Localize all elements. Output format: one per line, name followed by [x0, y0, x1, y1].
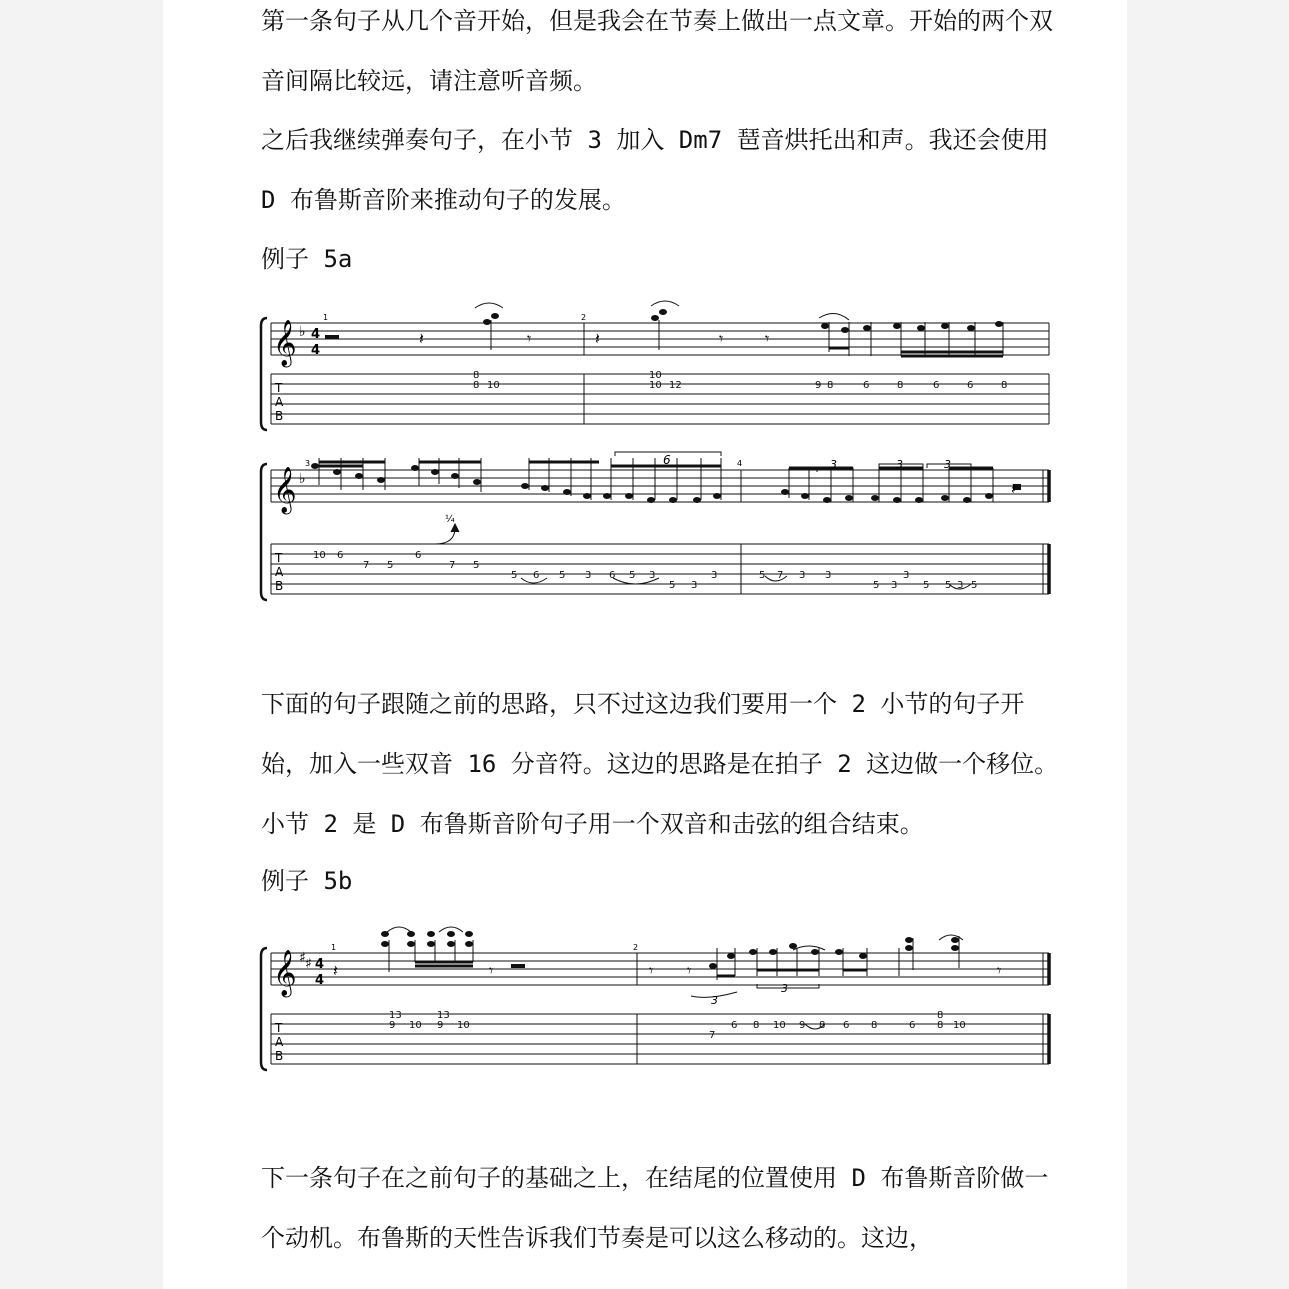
svg-text:6: 6 — [337, 550, 344, 561]
svg-text:𝄽: 𝄽 — [333, 961, 338, 980]
svg-text:5: 5 — [945, 580, 952, 591]
tab-letter-t: T — [275, 1021, 283, 1035]
svg-text:9: 9 — [799, 1020, 806, 1031]
tab-letter-b: B — [275, 1049, 284, 1063]
svg-text:13: 13 — [389, 1010, 402, 1021]
svg-text:5: 5 — [559, 570, 566, 581]
svg-text:3: 3 — [649, 570, 656, 581]
tuplet-number: 6 — [663, 453, 671, 467]
svg-text:𝄾: 𝄾 — [489, 961, 494, 980]
svg-text:10: 10 — [457, 1020, 470, 1031]
svg-text:♭: ♭ — [299, 324, 306, 340]
svg-text:8: 8 — [827, 380, 834, 391]
svg-text:8: 8 — [753, 1020, 760, 1031]
svg-text:𝄽: 𝄽 — [1011, 479, 1016, 498]
tab-letter-t: T — [275, 381, 283, 395]
svg-text:5: 5 — [473, 560, 480, 571]
svg-text:5: 5 — [629, 570, 636, 581]
svg-text:𝄾: 𝄾 — [997, 961, 1002, 980]
svg-text:6: 6 — [533, 570, 540, 581]
svg-text:𝄾: 𝄾 — [719, 329, 724, 348]
treble-clef-icon: 𝄞 — [273, 950, 297, 996]
svg-text:5: 5 — [387, 560, 394, 571]
time-signature-top: 4 — [311, 327, 321, 342]
svg-text:7: 7 — [777, 570, 784, 581]
document-page — [163, 0, 1127, 1289]
paragraph-1: 第一条句子从几个音开始，但是我会在节奏上做出一点文章。开始的两个双音间隔比较远，请注意听音频。 — [261, 7, 1053, 95]
svg-text:3: 3 — [957, 580, 964, 591]
svg-text:12: 12 — [669, 380, 682, 391]
time-signature-bottom: 4 — [315, 973, 325, 988]
svg-text:6: 6 — [909, 1020, 916, 1031]
svg-text:8: 8 — [937, 1020, 944, 1031]
svg-text:𝄽: 𝄽 — [595, 329, 600, 348]
time-signature-top: 4 — [315, 957, 325, 972]
svg-text:9: 9 — [389, 1020, 396, 1031]
bar-number: 2 — [633, 943, 639, 952]
paragraph-3: 下面的句子跟随之前的思路，只不过这边我们要用一个 2 小节的句子开始，加入一些双音 16 分音符。这边的思路是在拍子 2 这边做一个移位。小节 2 是 D 布鲁斯音阶句子用一个双音和击弦的组合结束。 — [261, 690, 1059, 838]
svg-text:𝄾: 𝄾 — [649, 961, 654, 980]
tab-letter-b: B — [275, 579, 284, 593]
svg-text:6: 6 — [843, 1020, 850, 1031]
svg-text:8: 8 — [819, 1020, 826, 1031]
svg-text:3: 3 — [691, 580, 698, 591]
svg-text:7: 7 — [449, 560, 456, 571]
svg-text:3: 3 — [903, 570, 910, 581]
tuplet-number: 3 — [896, 458, 903, 471]
svg-text:10: 10 — [409, 1020, 422, 1031]
svg-text:3: 3 — [799, 570, 806, 581]
tab-letter-a: A — [275, 565, 284, 579]
svg-text:10: 10 — [773, 1020, 786, 1031]
paragraph-2: 之后我继续弹奏句子，在小节 3 加入 Dm7 琶音烘托出和声。我还会使用 D 布鲁斯音阶来推动句子的发展。 — [261, 126, 1049, 214]
svg-text:𝄾: 𝄾 — [687, 961, 692, 980]
svg-text:6: 6 — [967, 380, 974, 391]
svg-text:13: 13 — [437, 1010, 450, 1021]
tab-letter-a: A — [275, 1035, 284, 1049]
bar-number: 3 — [305, 459, 311, 468]
svg-text:10: 10 — [649, 380, 662, 391]
svg-text:5: 5 — [923, 580, 930, 591]
svg-text:5: 5 — [873, 580, 880, 591]
svg-text:8: 8 — [473, 380, 480, 391]
svg-text:7: 7 — [709, 1030, 716, 1041]
tab-letter-t: T — [275, 551, 283, 565]
bar-number: 4 — [737, 459, 743, 468]
example-5b-label: 例子 5b — [261, 867, 353, 895]
svg-text:5: 5 — [759, 570, 766, 581]
svg-text:10: 10 — [487, 380, 500, 391]
tuplet-number: 3 — [944, 458, 951, 471]
paragraph-4: 下一条句子在之前句子的基础之上，在结尾的位置使用 D 布鲁斯音阶做一个动机。布鲁斯的天性告诉我们节奏是可以这么移动的。这边， — [261, 1164, 1049, 1252]
bar-number: 2 — [581, 313, 587, 322]
example-5a-label: 例子 5a — [261, 245, 353, 273]
tab-letter-b: B — [275, 409, 284, 423]
svg-text:3: 3 — [585, 570, 592, 581]
svg-text:5: 5 — [971, 580, 978, 591]
example-5a-score — [259, 300, 1055, 610]
bar-number: 1 — [331, 943, 337, 952]
svg-text:10: 10 — [953, 1020, 966, 1031]
svg-text:6: 6 — [609, 570, 616, 581]
tuplet-number: 3 — [781, 982, 788, 995]
treble-clef-icon: 𝄞 — [273, 467, 297, 513]
bar-number: 1 — [323, 313, 329, 322]
svg-text:3: 3 — [891, 580, 898, 591]
svg-text:6: 6 — [731, 1020, 738, 1031]
svg-text:5: 5 — [669, 580, 676, 591]
svg-text:5: 5 — [511, 570, 518, 581]
tuplet-number: 3 — [830, 458, 837, 471]
svg-text:8: 8 — [1001, 380, 1008, 391]
svg-text:𝄾: 𝄾 — [527, 329, 532, 348]
svg-text:8: 8 — [871, 1020, 878, 1031]
time-signature-bottom: 4 — [311, 343, 321, 358]
bend-label: ¼ — [445, 514, 455, 525]
treble-clef-icon: 𝄞 — [273, 320, 297, 366]
svg-text:6: 6 — [863, 380, 870, 391]
svg-text:10: 10 — [649, 370, 662, 381]
svg-text:10: 10 — [313, 550, 326, 561]
tuplet-number: 3 — [711, 994, 718, 1007]
svg-text:9: 9 — [437, 1020, 444, 1031]
svg-text:9: 9 — [815, 380, 822, 391]
example-5b-score — [259, 920, 1055, 1080]
svg-text:3: 3 — [825, 570, 832, 581]
svg-text:8: 8 — [473, 370, 480, 381]
svg-text:♯: ♯ — [299, 950, 306, 966]
svg-text:3: 3 — [711, 570, 718, 581]
svg-text:8: 8 — [897, 380, 904, 391]
svg-text:6: 6 — [933, 380, 940, 391]
tab-letter-a: A — [275, 395, 284, 409]
svg-text:𝄾: 𝄾 — [765, 329, 770, 348]
svg-text:7: 7 — [363, 560, 370, 571]
svg-text:♭: ♭ — [299, 471, 306, 487]
svg-text:8: 8 — [937, 1010, 944, 1021]
svg-text:𝄽: 𝄽 — [419, 329, 424, 348]
svg-text:6: 6 — [415, 550, 422, 561]
svg-text:♯: ♯ — [305, 956, 312, 972]
